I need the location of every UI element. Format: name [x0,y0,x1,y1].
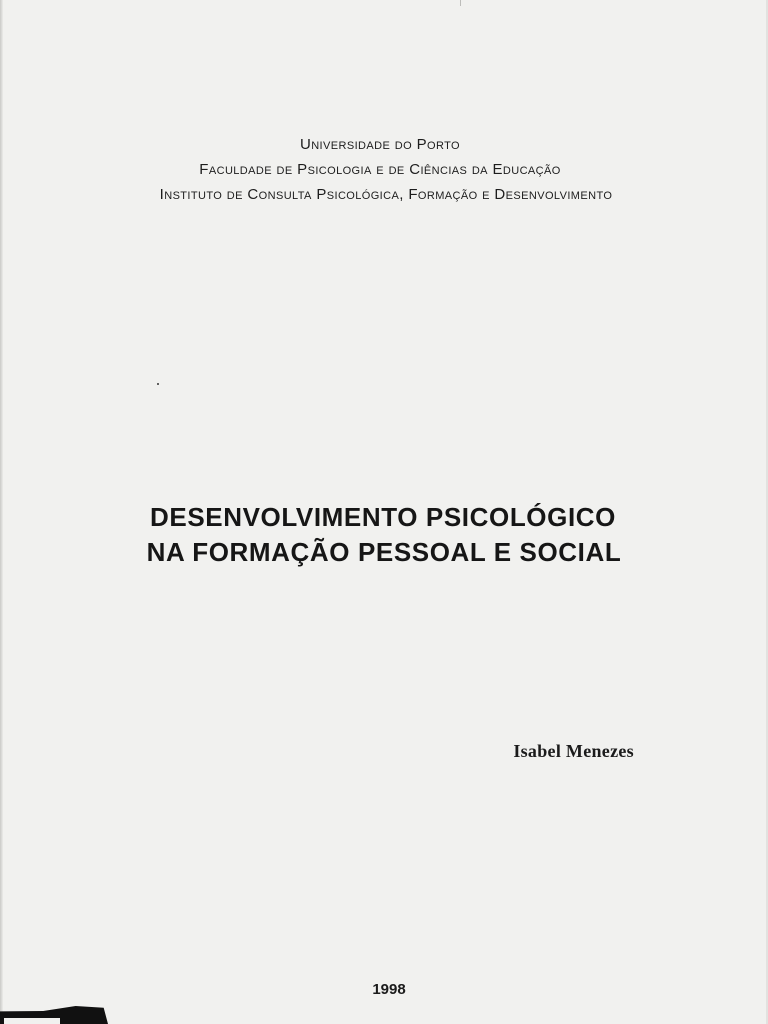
university-name: Universidade do Porto [299,136,461,153]
title-line-1: DESENVOLVIMENTO PSICOLÓGICO [150,502,616,532]
scan-mark [460,0,461,6]
institute-name: Instituto de Consulta Psicológica, Formação e Desenvolvimento [159,186,613,203]
publication-year: 1998 [372,981,406,998]
title-line-2: NA FORMAÇÃO PESSOAL E SOCIAL [146,537,622,567]
author-name: Isabel Menezes [513,741,634,761]
scan-speck [157,383,159,385]
scan-artifact-highlight [4,1018,60,1024]
faculty-name: Faculdade de Psicologia e de Ciências da Educação [199,161,561,178]
